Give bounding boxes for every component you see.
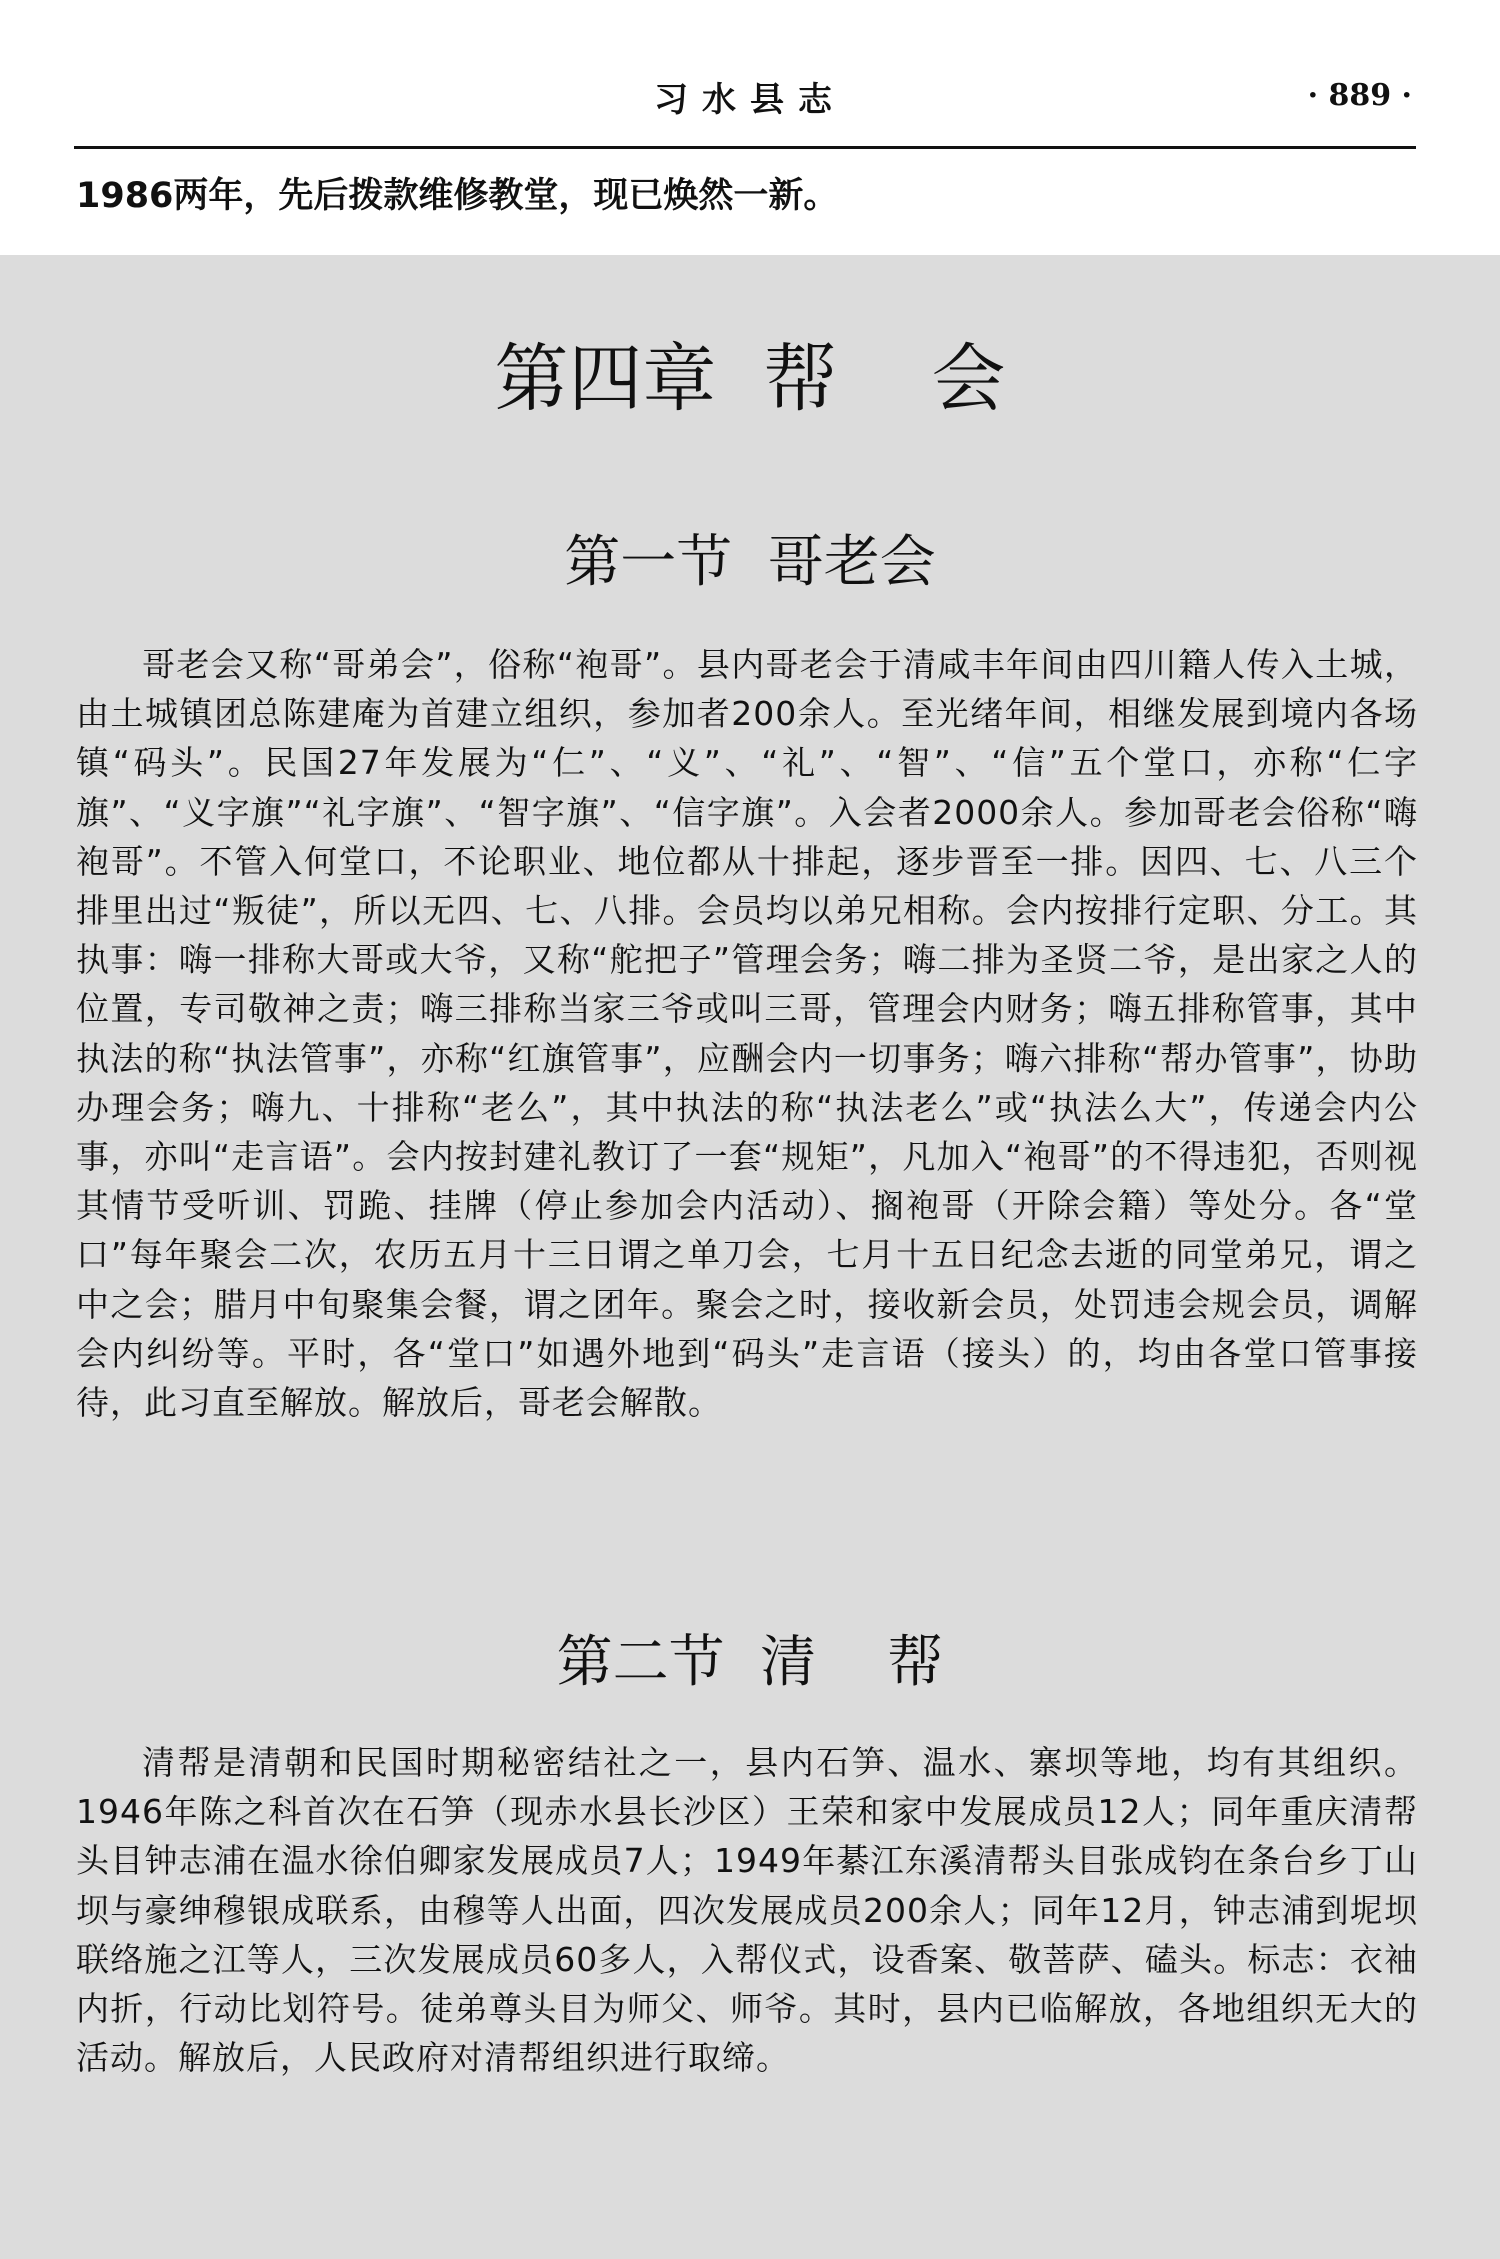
running-header-title: 习水县志: [654, 80, 846, 120]
continuation-text: 1986两年，先后拨款维修教堂，现已焕然一新。: [76, 176, 839, 216]
section-body-gelaohui: 哥老会又称“哥弟会”，俗称“袍哥”。县内哥老会于清咸丰年间由四川籍人传入土城，由土城镇团总陈建庵为首建立组织，参加者200余人。至光绪年间，相继发展到境内各场镇“码头”。民国27年发展为“仁”、“义”、“礼”、“智”、“信”五个堂口，亦称“仁字旗”、“义字旗”“礼字旗”、“智字旗”、“信字旗”。入会者2000余人。参加哥老会俗称“嗨袍哥”。不管入何堂口，不论职业、地位都从十排起，逐步晋至一排。因四、七、八三个排里出过“叛徒”，所以无四、七、八排。会员均以弟兄相称。会内按排行定职、分工。其执事：嗨一排称大哥或大爷，又称“舵把子”管理会务；嗨二排为圣贤二爷，是出家之人的位置，专司敬神之责；嗨三排称当家三爷或叫三哥，管理会内财务；嗨五排称管事，其中执法的称“执法管事”，亦称“红旗管事”，应酬会内一切事务；嗨六排称“帮办管事”，协助办理会务；嗨九、十排称“老么”，其中执法的称“执法老么”或“执法么大”，传递会内公事，亦叫“走言语”。会内按封建礼教订了一套“规矩”，凡加入“袍哥”的不得违犯，否则视其情节受听训、罚跪、挂牌（停止参加会内活动）、搁袍哥（开除会籍）等处分。各“堂口”每年聚会二次，农历五月十三日谓之单刀会，七月十五日纪念去逝的同堂弟兄，谓之中之会；腊月中旬聚集会餐，谓之团年。聚会之时，接收新会员，处罚违会规会员，调解会内纠纷等。平时，各“堂口”如遇外地到“码头”走言语（接头）的，均由各堂口管事接待，此习直至解放。解放后，哥老会解散。: [76, 645, 1418, 1423]
section-title-qingbang: 第二节 清 帮: [556, 1630, 944, 1695]
header-rule: [74, 146, 1416, 149]
section-body-qingbang: 清帮是清朝和民国时期秘密结社之一，县内石笋、温水、寨坝等地，均有其组织。1946年陈之科首次在石笋（现赤水县长沙区）王荣和家中发展成员12人；同年重庆清帮头目钟志浦在温水徐伯卿家发展成员7人；1949年綦江东溪清帮头目张成钧在条台乡丁山坝与豪绅穆银成联系，由穆等人出面，四次发展成员200余人；同年12月，钟志浦到坭坝联络施之江等人，三次发展成员60多人，入帮仪式，设香案、敬菩萨、磕头。标志：衣袖内折，行动比划符号。徒弟尊头目为师父、师爷。其时，县内已临解放，各地组织无大的活动。解放后，人民政府对清帮组织进行取缔。: [76, 1743, 1418, 2078]
chapter-title: 第四章 帮 会: [494, 336, 1006, 422]
page-number: · 889 ·: [1307, 78, 1412, 113]
section-title-gelaohui: 第一节 哥老会: [564, 530, 936, 595]
